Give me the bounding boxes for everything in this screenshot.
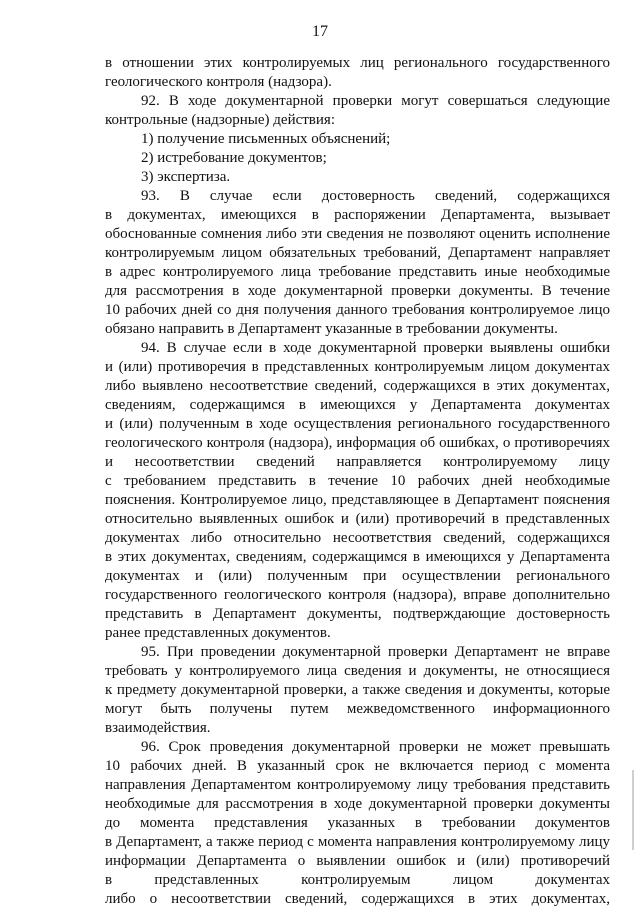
text-line: в этих документах, сведениям, содержащимся в имеющихся у Департамента [105,549,610,565]
text-line: 93. В случае если достоверность сведений, содержащихся [141,188,610,204]
text-line: и (или) полученным в ходе осуществления регионального государственного [105,416,610,432]
text-line: могут быть получены путем межведомственного информационного [105,701,610,717]
text-line: 10 рабочих дней со дня получения данного требования контролируемое лицо [105,302,610,318]
text-line: в адрес контролируемого лица требование представить иные необходимые [105,264,610,280]
text-line: 10 рабочих дней. В указанный срок не включается период с момента [105,758,610,774]
text-line: требовать у контролируемого лица сведения и документы, не относящиеся [105,663,610,679]
text-line: 1) получение письменных объяснений; [141,131,391,147]
text-line: обязано направить в Департамент указанные в требовании документы. [105,321,558,337]
text-line: информации Департамента о выявлении ошибок и (или) противоречий [105,853,610,869]
text-line: обоснованные сомнения либо эти сведения не позволяют оценить исполнение [105,226,610,242]
text-line: представить в Департамент документы, подтверждающие достоверность [105,606,610,622]
text-line: сведениям, содержащимся в имеющихся у Департамента документах [105,397,610,413]
text-line: в отношении этих контролируемых лиц регионального государственного [105,55,610,71]
text-line: ранее представленных документов. [105,625,331,641]
text-line: контрольные (надзорные) действия: [105,112,335,128]
text-line: для рассмотрения в ходе документарной проверки документы. В течение [105,283,610,299]
text-line: пояснения. Контролируемое лицо, представляющее в Департамент пояснения [105,492,610,508]
text-line: контролируемым лицом обязательных требований, Департамент направляет [105,245,610,261]
text-line: и (или) противоречия в представленных контролируемым лицом документах [105,359,610,375]
text-line: 96. Срок проведения документарной проверки не может превышать [141,739,610,755]
text-line: 3) экспертиза. [141,169,231,185]
text-line: в Департамент, а также период с момента направления контролируемому лицу [105,834,610,850]
text-line: геологического контроля (надзора). [105,74,332,90]
text-line: либо выявлено несоответствие сведений, содержащихся в этих документах, [105,378,610,394]
text-line: 92. В ходе документарной проверки могут совершаться следующие [141,93,610,109]
document-body [105,54,610,909]
text-line: и несоответствии сведений направляется контролируемому лицу [105,454,610,470]
text-line: направления Департаментом контролируемому лицу требования представить [105,777,610,793]
text-line: с требованием представить в течение 10 рабочих дней необходимые [105,473,610,489]
text-line: в представленных контролируемым лицом документах [105,872,610,888]
text-line: либо о несоответствии сведений, содержащихся в этих документах, [105,891,610,907]
text-line: государственного геологического контроля (надзора), вправе дополнительно [105,587,610,603]
page-number: 17 [312,23,328,40]
text-line: 2) истребование документов; [141,150,327,166]
text-line: до момента представления указанных в требовании документов [105,815,610,831]
text-line: взаимодействия. [105,720,211,736]
text-line: в документах, имеющихся в распоряжении Департамента, вызывает [105,207,610,223]
text-line: документах и (или) полученным при осуществлении регионального [105,568,610,584]
text-line: относительно выявленных ошибок и (или) противоречий в представленных [105,511,610,527]
scan-edge-mark [632,770,634,850]
text-line: 95. При проведении документарной проверки Департамент не вправе [141,644,610,660]
text-line: необходимые для рассмотрения в ходе документарной проверки документы [105,796,610,812]
text-line: 94. В случае если в ходе документарной проверки выявлены ошибки [141,340,610,356]
text-line: документах либо относительно несоответствия сведений, содержащихся [105,530,610,546]
text-line: к предмету документарной проверки, а также сведения и документы, которые [105,682,610,698]
text-line: геологического контроля (надзора), информация об ошибках, о противоречиях [105,435,610,451]
